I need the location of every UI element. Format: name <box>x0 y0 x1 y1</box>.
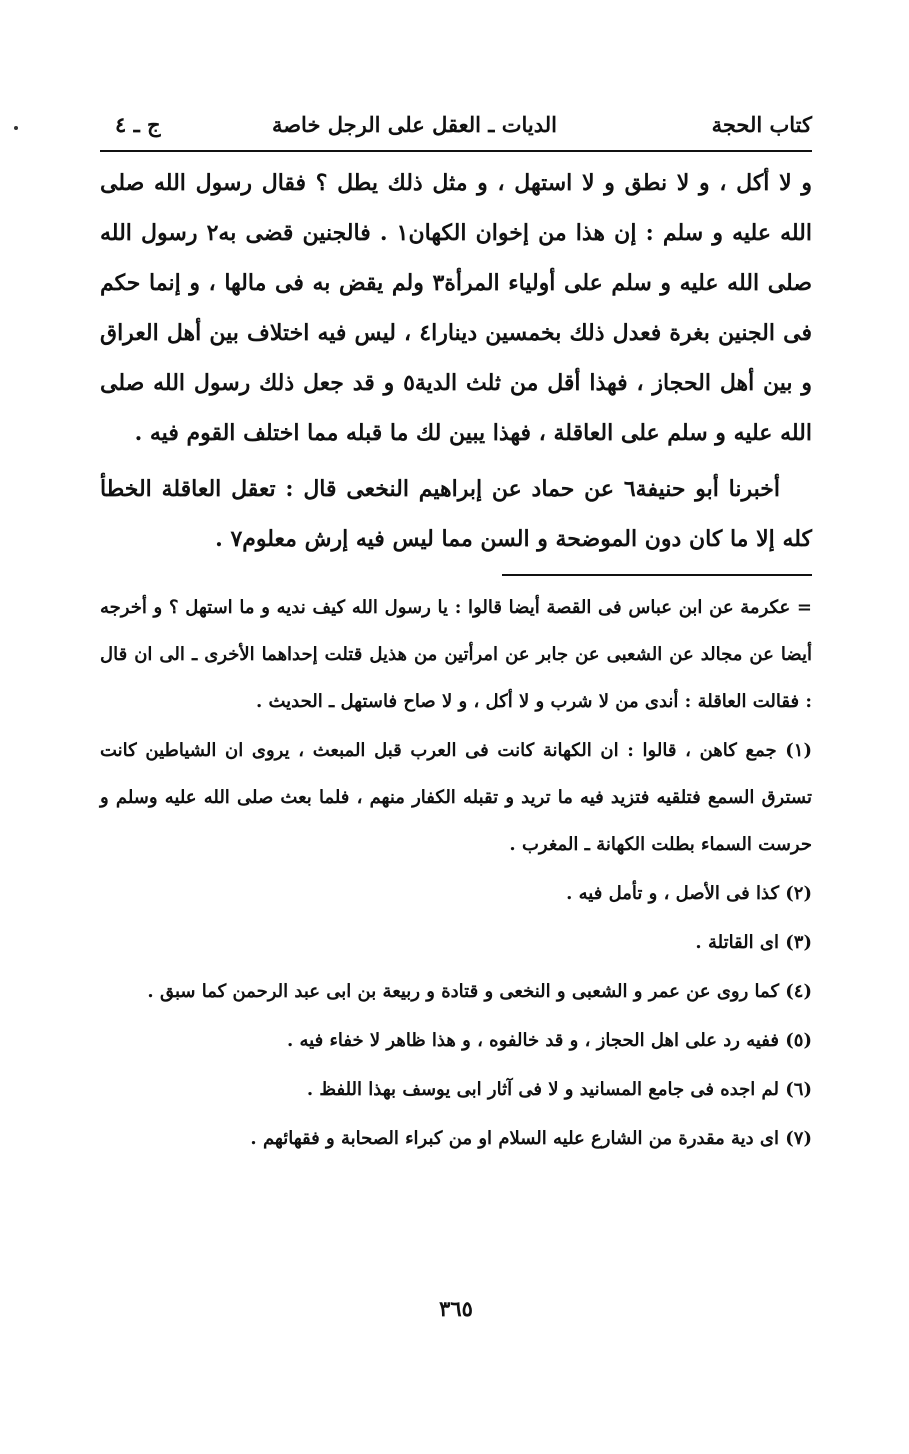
page-number: ٣٦٥ <box>439 1296 473 1321</box>
main-text <box>100 158 812 564</box>
book-title: كتاب الحجة <box>711 112 812 137</box>
footnote-3: (٣) اى القاتلة . <box>695 932 812 953</box>
book-page <box>100 104 812 1344</box>
footnotes <box>100 584 812 1162</box>
main-paragraph-1: و لا أكل ، و لا نطق و لا استهل ، و مثل ذلك يطل ؟ فقال رسول الله صلى الله عليه و سلم : إن هذا من إخوان الكهان١ . فالجنين قضى به٢ رسول الله صلى الله عليه و سلم على أولياء المرأة٣ ولم يقض به فى مالها ، و إنما حكم فى الجنين بغرة فعدل ذلك بخمسين دينارا٤ ، ليس فيه اختلاف بين أهل العراق و بين أهل الحجاز ، فهذا أقل من ثلث الدية٥ و قد جعل ذلك رسول الله صلى الله عليه و سلم على العاقلة ، فهذا يبين لك ما قبله مما اختلف القوم فيه . <box>100 170 812 446</box>
footnote-2: (٢) كذا فى الأصل ، و تأمل فيه . <box>566 883 812 904</box>
footnote-6: (٦) لم اجده فى جامع المسانيد و لا فى آثار ابى يوسف بهذا اللفظ . <box>306 1079 812 1100</box>
margin-mark <box>14 126 18 130</box>
footnote-5: (٥) ففيه رد على اهل الحجاز ، و قد خالفوه ، و هذا ظاهر لا خفاء فيه . <box>286 1030 812 1051</box>
footnote-continuation: = عكرمة عن ابن عباس فى القصة أيضا قالوا : يا رسول الله كيف نديه و ما استهل ؟ و أخرجه أيضا عن مجالد عن الشعبى عن جابر عن امرأتين من هذيل قتلت إحداهما الأخرى ـ الى ان قال : فقالت العاقلة : أندى من لا شرب و لا أكل ، و لا صاح فاستهل ـ الحديث . <box>100 597 812 712</box>
footnote-separator <box>502 574 812 576</box>
section-title: الديات ـ العقل على الرجل خاصة <box>271 112 557 137</box>
part-number: ج ـ ٤ <box>115 112 161 137</box>
main-paragraph-2: أخبرنا أبو حنيفة٦ عن حماد عن إبراهيم النخعى قال : تعقل العاقلة الخطأ كله إلا ما كان دون الموضحة و السن مما ليس فيه إرش معلوم٧ . <box>100 476 812 552</box>
footnote-1: (١) جمع كاهن ، قالوا : ان الكهانة كانت فى العرب قبل المبعث ، يروى ان الشياطين كانت تسترق السمع فتلقيه فتزيد فيه ما تريد و تقبله الكفار منهم ، فلما بعث صلى الله عليه وسلم و حرست السماء بطلت الكهانة ـ المغرب . <box>100 740 812 855</box>
footnote-4: (٤) كما روى عن عمر و الشعبى و النخعى و قتادة و ربيعة بن ابى عبد الرحمن كما سبق . <box>147 981 812 1002</box>
running-header <box>100 104 812 152</box>
footnote-7: (٧) اى دية مقدرة من الشارع عليه السلام او من كبراء الصحابة و فقهائهم . <box>250 1128 812 1149</box>
